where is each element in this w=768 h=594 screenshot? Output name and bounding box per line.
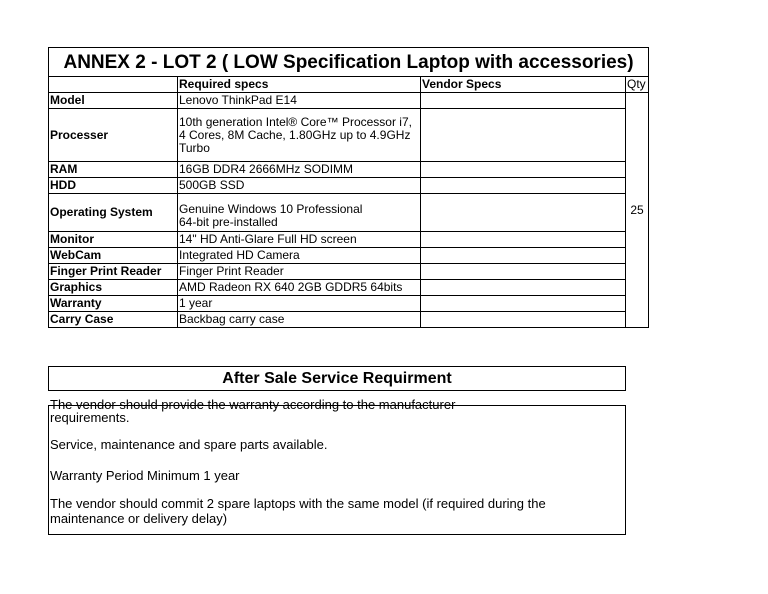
row-required: Integrated HD Camera bbox=[178, 248, 421, 264]
row-label: Graphics bbox=[49, 280, 178, 296]
row-required: Finger Print Reader bbox=[178, 264, 421, 280]
row-vendor[interactable] bbox=[421, 93, 626, 109]
after-sale-box bbox=[48, 397, 626, 535]
row-required: 500GB SSD bbox=[178, 178, 421, 194]
table-row bbox=[49, 264, 649, 280]
after-sale-line: Service, maintenance and spare parts available. bbox=[50, 437, 328, 452]
after-sale-line: requirements. bbox=[50, 410, 130, 425]
row-label: Warranty bbox=[49, 296, 178, 312]
after-sale-clipped-line: The vendor should provide the warranty according to the manufacturer bbox=[50, 397, 456, 412]
row-vendor[interactable] bbox=[421, 312, 626, 328]
table-row bbox=[49, 162, 649, 178]
row-label: Carry Case bbox=[49, 312, 178, 328]
os-line-1: Genuine Windows 10 Professional bbox=[179, 201, 363, 216]
row-label: Finger Print Reader bbox=[49, 264, 178, 280]
after-sale-line: Warranty Period Minimum 1 year bbox=[50, 468, 240, 483]
row-vendor[interactable] bbox=[421, 232, 626, 248]
row-vendor[interactable] bbox=[421, 194, 626, 232]
row-label: Monitor bbox=[49, 232, 178, 248]
row-vendor[interactable] bbox=[421, 162, 626, 178]
row-label: Model bbox=[49, 93, 178, 109]
spec-table bbox=[48, 47, 649, 328]
row-vendor[interactable] bbox=[421, 178, 626, 194]
row-required bbox=[178, 194, 421, 232]
row-label: HDD bbox=[49, 178, 178, 194]
row-required: Backbag carry case bbox=[178, 312, 421, 328]
row-required: 1 year bbox=[178, 296, 421, 312]
row-required: 10th generation Intel® Core™ Processor i7, 4 Cores, 8M Cache, 1.80GHz up to 4.9GHz Turbo bbox=[178, 109, 421, 162]
header-qty: Qty bbox=[626, 77, 649, 93]
annex-title: ANNEX 2 - LOT 2 ( LOW Specification Laptop with accessories) bbox=[49, 48, 649, 77]
row-required: 16GB DDR4 2666MHz SODIMM bbox=[178, 162, 421, 178]
row-vendor[interactable] bbox=[421, 248, 626, 264]
table-row bbox=[49, 296, 649, 312]
table-row bbox=[49, 178, 649, 194]
after-sale-title: After Sale Service Requirment bbox=[48, 366, 626, 391]
row-required: AMD Radeon RX 640 2GB GDDR5 64bits bbox=[178, 280, 421, 296]
table-row bbox=[49, 248, 649, 264]
table-row bbox=[49, 280, 649, 296]
row-label: Processer bbox=[49, 109, 178, 162]
row-vendor[interactable] bbox=[421, 109, 626, 162]
row-vendor[interactable] bbox=[421, 280, 626, 296]
table-row bbox=[49, 312, 649, 328]
row-vendor[interactable] bbox=[421, 296, 626, 312]
row-label: Operating System bbox=[49, 194, 178, 232]
after-sale-line: The vendor should commit 2 spare laptops with the same model (if required during the maintenance or delivery delay) bbox=[50, 496, 546, 526]
header-item bbox=[49, 77, 178, 93]
qty-value: 25 bbox=[626, 93, 649, 328]
os-line-2: 64-bit pre-installed bbox=[179, 214, 278, 229]
table-row bbox=[49, 232, 649, 248]
header-vendor-specs: Vendor Specs bbox=[421, 77, 626, 93]
row-label: WebCam bbox=[49, 248, 178, 264]
header-required-specs: Required specs bbox=[178, 77, 421, 93]
table-row bbox=[49, 109, 649, 162]
table-row bbox=[49, 93, 649, 109]
row-label: RAM bbox=[49, 162, 178, 178]
row-required: 14" HD Anti-Glare Full HD screen bbox=[178, 232, 421, 248]
row-vendor[interactable] bbox=[421, 264, 626, 280]
row-required: Lenovo ThinkPad E14 bbox=[178, 93, 421, 109]
table-row bbox=[49, 194, 649, 232]
